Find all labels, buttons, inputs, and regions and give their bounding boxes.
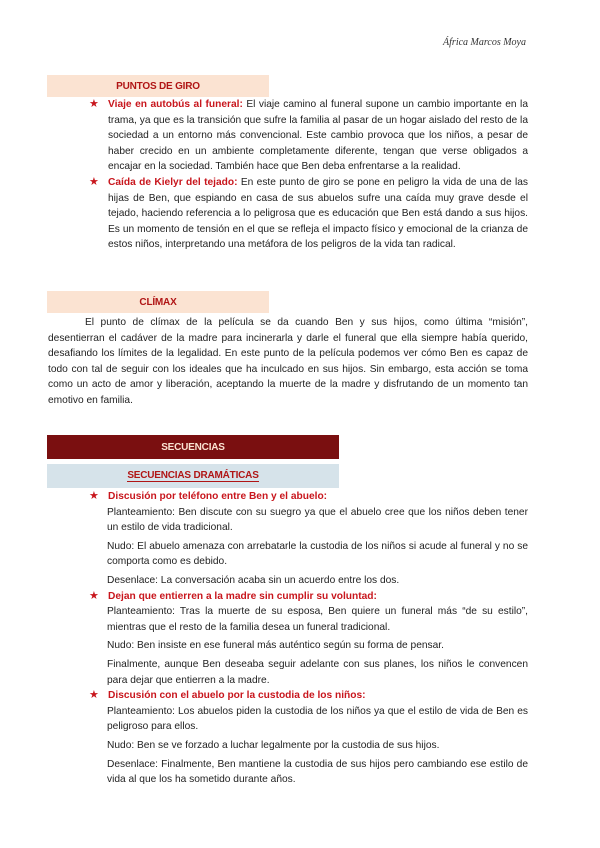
section-title: SECUENCIAS [161, 441, 225, 453]
section-heading-puntos-giro [47, 75, 269, 97]
climax-paragraph: El punto de clímax de la película se da cuando Ben y sus hijos, como última “misión”, desentierran el cadáver de la madre para incinerarla y darle el funeral que ella siempre había querido, desafiando los límites de la legalidad. En este punto de la película podemos ver cómo Ben es capaz de todo con tal de seguir con los ideales que ha inculcado en sus hijos. Sin embargo, esta acción se toma como un acto de amor y liberación, aceptando la muerte de la madre y disfrutando de un momento tan emotivo en familia. [48, 317, 528, 406]
list-item [48, 97, 528, 175]
section-heading-secuencias [47, 435, 339, 459]
item-text: El viaje camino al funeral supone un cambio importante en la trama, ya que es la transición que sufre la familia al pasar de un hogar aislado del resto de la sociedad a un entorno más convencional. Este cambio provoca que los niños, a pesar de haber crecido en un ambiente completamente diferente, tengan que verse obligados a encajar en la sociedad. También hace que Ben deba enfrentarse a la realidad. [108, 99, 528, 173]
sequence-line: Finalmente, aunque Ben deseaba seguir adelante con sus planes, los niños le convencen para dejar que entierren a la madre. [107, 658, 528, 686]
item-label: Dejan que entierren a la madre sin cumplir su voluntad: [108, 590, 377, 602]
star-bullet-icon: ★ [89, 175, 99, 188]
list-item [48, 589, 528, 605]
sequence-line: Planteamiento: Los abuelos piden la custodia de los niños ya que el estilo de vida de Ben es peligroso para ellos. [107, 705, 528, 733]
secuencias-list [48, 489, 528, 788]
sequence-line: Nudo: Ben se ve forzado a luchar legalmente por la custodia de sus hijos. [107, 739, 440, 751]
item-label: Discusión con el abuelo por la custodia de los niños: [108, 690, 366, 702]
item-label: Viaje en autobús al funeral: [108, 99, 243, 110]
star-bullet-icon: ★ [89, 490, 99, 502]
section-title: CLÍMAX [139, 296, 177, 308]
star-bullet-icon: ★ [89, 589, 99, 602]
author-name: África Marcos Moya [443, 37, 526, 48]
star-bullet-icon: ★ [89, 98, 99, 110]
subsection-title: SECUENCIAS DRAMÁTICAS [127, 470, 259, 481]
puntos-giro-list [48, 97, 528, 253]
sequence-line: Desenlace: Finalmente, Ben mantiene la custodia de sus hijos pero cambiando ese estilo de vida al que los ha sometido durante años. [107, 758, 528, 786]
sequence-line: Nudo: El abuelo amenaza con arrebatarle la custodia de los niños si acude al funeral y no se comporta como es debido. [107, 540, 528, 568]
sequence-line: Planteamiento: Tras la muerte de su esposa, Ben quiere un funeral más “de su estilo”, mientras que el resto de la familia desea un funeral tradicional. [107, 606, 528, 633]
list-item [48, 175, 528, 253]
section-title: PUNTOS DE GIRO [116, 80, 200, 92]
item-label: Discusión por teléfono entre Ben y el abuelo: [108, 491, 328, 502]
sequence-line: Nudo: Ben insiste en ese funeral más auténtico según su forma de pensar. [107, 640, 444, 652]
subsection-heading-dramaticas [47, 464, 339, 488]
section-heading-climax [47, 291, 269, 313]
sequence-line: Desenlace: La conversación acaba sin un acuerdo entre los dos. [107, 574, 400, 586]
climax-block [48, 315, 528, 409]
item-label: Caída de Kielyr del tejado: [108, 176, 238, 188]
star-bullet-icon: ★ [89, 689, 99, 702]
sequence-line: Planteamiento: Ben discute con su suegro ya que el abuelo cree que los niños deben tener un estilo de vida tradicional. [107, 506, 528, 534]
item-text: En este punto de giro se pone en peligro la vida de una de las hijas de Ben, que espiando en casa de sus abuelos sufre una caída muy grave desde el tejado, haciendo referencia a lo peligrosa que es educación que Ben está dando a sus hijos. Es un momento de tensión en el que se refleja el impacto físico y emocional de la crianza de estos niños, interpretando una metáfora de los peligros de la vida tan radical. [108, 176, 528, 251]
list-item [48, 688, 528, 704]
list-item [48, 489, 528, 505]
